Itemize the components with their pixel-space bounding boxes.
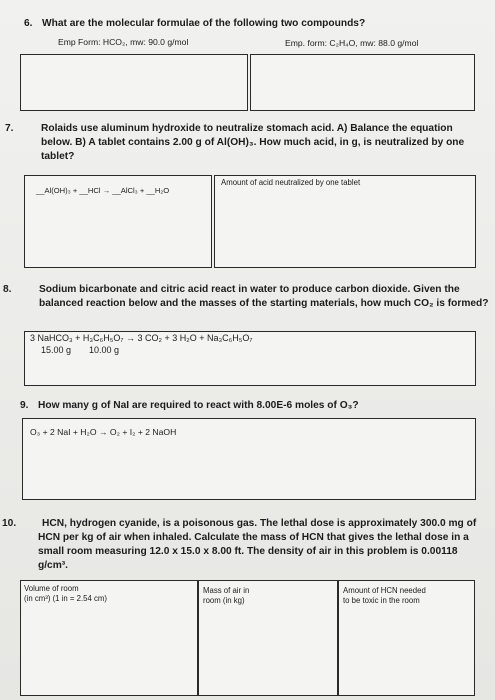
q6-right-label: Emp. form: C₂H₄O, mw: 88.0 g/mol: [285, 38, 419, 48]
q8-mass-2: 10.00 g: [89, 345, 120, 355]
question-number: 6.: [24, 18, 33, 29]
q10-box1-label-2: (in cm³) (1 in = 2.54 cm): [24, 594, 107, 603]
q7-answer-label: Amount of acid neutralized by one tablet: [221, 178, 361, 187]
question-6: [24, 17, 474, 31]
q10-box2-label-2: room (in kg): [203, 596, 245, 605]
q10-box2-label-1: Mass of air in: [203, 586, 250, 595]
question-text: Rolaids use aluminum hydroxide to neutralize stomach acid. A) Balance the equation below. B) A tablet contains 2.00 g of Al(OH)₃. How much acid, in g, is neutralized by one tablet?: [41, 123, 465, 162]
question-9: [20, 399, 470, 413]
question-text: HCN, hydrogen cyanide, is a poisonous gas. The lethal dose is approximately 300.0 mg of HCN per kg of air when inhaled. Calculate the mass of HCN that gives the lethal dose in a small room measuring 12.0 x 15.0 x 8.00 ft. The density of air in this problem is 0.00118 g/cm³.: [38, 518, 477, 571]
q6-answer-box-right[interactable]: [250, 54, 475, 111]
question-7: [5, 122, 481, 164]
q9-equation: O₃ + 2 NaI + H₂O → O₂ + I₂ + 2 NaOH: [30, 427, 177, 437]
q6-left-label: Emp Form: HCO₂, mw: 90.0 g/mol: [58, 37, 189, 47]
question-number: 8.: [3, 284, 12, 295]
q10-box3-label-2: to be toxic in the room: [343, 596, 420, 605]
q8-mass-1: 15.00 g: [41, 345, 72, 355]
question-text: How many g of NaI are required to react with 8.00E-6 moles of O₃?: [38, 400, 359, 411]
question-text: Sodium bicarbonate and citric acid react in water to produce carbon dioxide. Given the balanced reaction below and the masses of the starting materials, how much CO₂ is formed?: [39, 284, 489, 309]
q10-box1-label-1: Volume of room: [24, 584, 79, 593]
q8-equation: 3 NaHCO₃ + H₃C₆H₅O₇ → 3 CO₂ + 3 H₂O + Na₃C₆H₅O₇: [30, 333, 253, 343]
question-10: [2, 517, 486, 573]
q7-equation: __Al(OH)₃ + __HCl → __AlCl₃ + __H₂O: [36, 186, 170, 195]
q7-answer-box[interactable]: [214, 175, 476, 268]
question-text: What are the molecular formulae of the following two compounds?: [42, 18, 366, 29]
question-number: 9.: [20, 400, 29, 411]
question-8: [3, 283, 489, 311]
question-number: 7.: [5, 123, 14, 134]
question-number: 10.: [2, 518, 17, 529]
q6-answer-box-left[interactable]: [20, 54, 248, 111]
q10-box3-label-1: Amount of HCN needed: [343, 586, 426, 595]
